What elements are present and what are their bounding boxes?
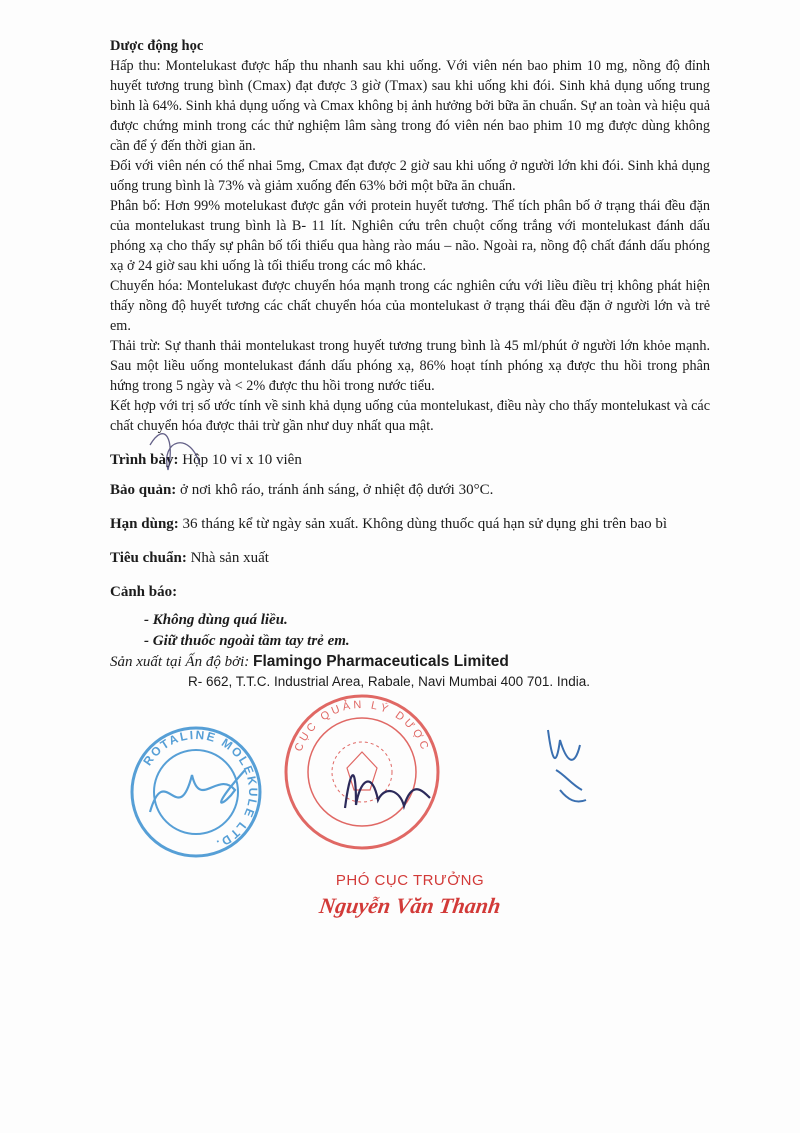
standard-value: Nhà sản xuất — [186, 550, 269, 566]
warning-item-children: - Giữ thuốc ngoài tầm tay trẻ em. — [144, 633, 350, 649]
company-seal-stamp — [132, 728, 260, 856]
official-seal-stamp — [286, 696, 438, 848]
signatory-title: PHÓ CỤC TRƯỞNG — [335, 872, 485, 889]
manufacturer-label: Sản xuất tại Ấn độ bởi: — [110, 654, 253, 670]
metabolism-paragraph: Chuyển hóa: Montelukast được chuyển hóa mạnh trong các nghiên cứu với liều điều trị không phát hiện thấy nồng độ huyết tương các chất chuyển hóa của montelukast ở trạng thái đều đặn ở người lớn và trẻ em. — [110, 278, 710, 334]
warning-heading: Cảnh báo: — [110, 584, 178, 600]
warning-item-overdose: - Không dùng quá liều. — [144, 612, 288, 628]
chewable-paragraph: Đối với viên nén có thể nhai 5mg, Cmax đạt được 2 giờ sau khi uống ở người lớn khi đói. Sinh khả dụng uống trung bình là 73% và giảm xuống đến 63% bởi một bữa ăn chuẩn. — [110, 158, 710, 194]
approver-signature — [548, 730, 586, 802]
presentation-label: Trình bày: — [110, 452, 179, 468]
pharmacokinetics-heading: Dược động học — [110, 38, 204, 54]
manufacturer-address: R- 662, T.T.C. Industrial Area, Rabale, Navi Mumbai 400 701. India. — [188, 674, 590, 689]
director-signature — [345, 775, 430, 808]
presentation-value: Hộp 10 vỉ x 10 viên — [178, 452, 302, 468]
distribution-paragraph: Phân bố: Hơn 99% motelukast được gắn với protein huyết tương. Thể tích phân bố ở trạng thái đều đặn của montelukast trung bình là B- 11 lít. Nghiên cứu trên chuột cống trắng với montelukast đánh dấu phóng xạ cho thấy sự phân bố tối thiểu qua hàng rào máu – não. Ngoài ra, nồng độ chất đánh dấu phóng xạ ở 24 giờ sau khi uống là tối thiểu trong các mô khác. — [110, 198, 710, 274]
bile-excretion-paragraph: Kết hợp với trị số ước tính về sinh khả dụng uống của montelukast, điều này cho thấy montelukast và các chất chuyển hóa được thải trừ gần như duy nhất qua mật. — [110, 398, 710, 434]
elimination-paragraph: Thải trừ: Sự thanh thải montelukast trong huyết tương trung bình là 45 ml/phút ở người lớn khỏe mạnh. Sau một liều uống montelukast đánh dấu phóng xạ, 86% hoạt tính phóng xạ được thu hồi trong phân hứng trong 5 ngày và < 2% được thu hồi trong nước tiểu. — [110, 338, 710, 394]
storage-label: Bảo quản: — [110, 482, 177, 498]
svg-text:CỤC QUẢN LÝ DƯỢC: CỤC QUẢN LÝ DƯỢC — [292, 698, 432, 754]
storage-value: ở nơi khô ráo, tránh ánh sáng, ở nhiệt độ dưới 30°C. — [176, 482, 494, 498]
manufacturer-name: Flamingo Pharmaceuticals Limited — [253, 653, 509, 670]
absorption-paragraph: Hấp thu: Montelukast được hấp thu nhanh sau khi uống. Với viên nén bao phim 10 mg, nồng độ đỉnh huyết tương trung bình (Cmax) đạt được 3 giờ (Tmax) sau khi uống khi đói. Sinh khả dụng uống trung bình là 64%. Sinh khả dụng uống và Cmax không bị ảnh hưởng bởi bữa ăn chuẩn. Sự an toàn và hiệu quả được chứng minh trong các thử nghiệm lâm sàng trong đó viên nén bao phim 10 mg được dùng không cần để ý đến thời gian ăn. — [110, 58, 710, 154]
expiry-label: Hạn dùng: — [110, 516, 179, 532]
signatory-block — [290, 872, 530, 919]
expiry-value: 36 tháng kể từ ngày sản xuất. Không dùng thuốc quá hạn sử dụng ghi trên bao bì — [178, 516, 668, 532]
svg-text:ROTALINE MOLEKULE LTD.: ROTALINE MOLEKULE LTD. — [140, 727, 261, 853]
signatory-name: Nguyễn Văn Thanh — [317, 893, 503, 918]
standard-label: Tiêu chuẩn: — [110, 550, 187, 566]
signature-scribble-top — [150, 434, 200, 470]
